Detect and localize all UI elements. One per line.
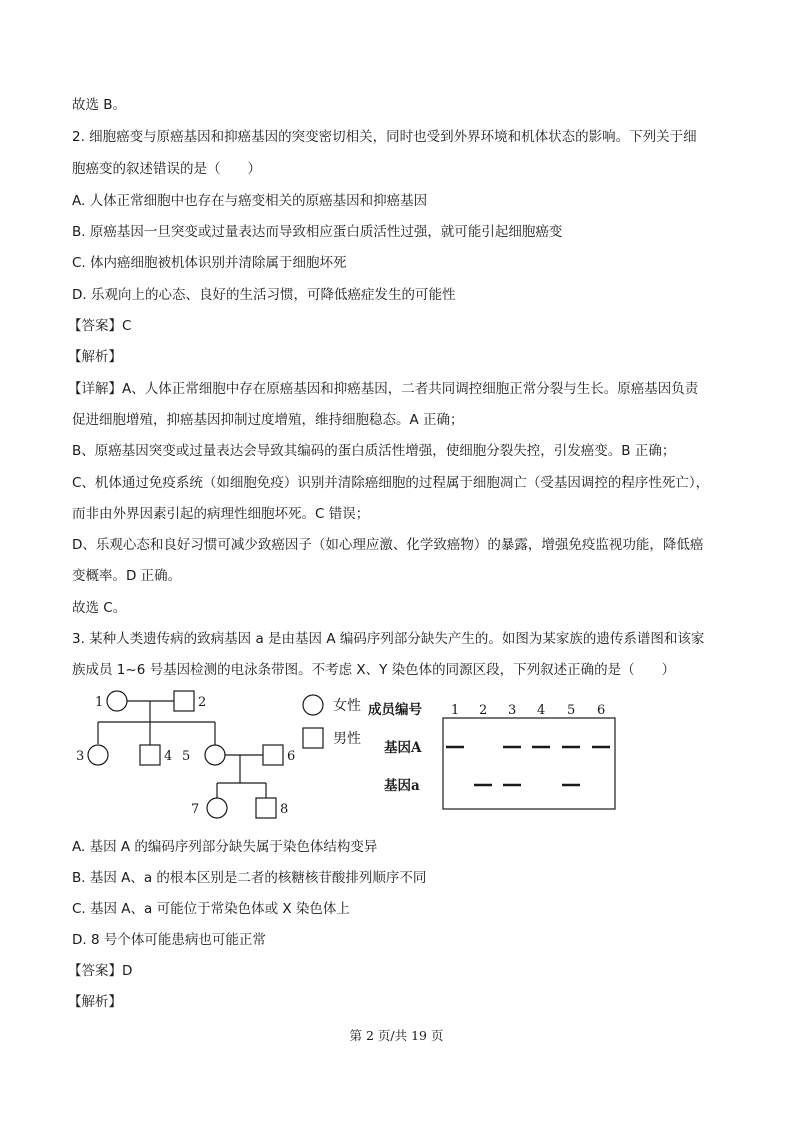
explanation-line: 【详解】A、人体正常细胞中存在原癌基因和抑癌基因，二者共同调控细胞正常分裂与生长。原癌基因负责 bbox=[68, 381, 699, 397]
option-b: B. 基因 A、a 的根本区别是二者的核糖核苷酸排列顺序不同 bbox=[72, 870, 427, 886]
question-3-stem: 3. 某种人类遗传病的致病基因 a 是由基因 A 编码序列部分缺失产生的。如图为某家族的遗传系谱图和该家 bbox=[72, 631, 705, 647]
explanation-line: 而非由外界因素引起的病理性细胞坏死。C 错误； bbox=[72, 506, 370, 522]
member-label-5: 5 bbox=[182, 749, 191, 764]
explanation-line: C、机体通过免疫系统（如细胞免疫）识别并清除癌细胞的过程属于细胞凋亡（受基因调控的程序性死亡）， bbox=[72, 475, 710, 491]
pedigree-male-6 bbox=[263, 745, 283, 765]
gel-header-label: 成员编号 bbox=[368, 702, 422, 718]
figure bbox=[70, 684, 630, 824]
pedigree-male-2 bbox=[174, 691, 194, 711]
member-label-1: 1 bbox=[95, 695, 104, 710]
gel-column-4: 4 bbox=[537, 703, 546, 718]
pedigree-female-1 bbox=[107, 691, 127, 711]
gel-column-5: 5 bbox=[567, 703, 576, 718]
member-label-8: 8 bbox=[280, 802, 289, 817]
member-label-7: 7 bbox=[191, 802, 200, 817]
legend-male-symbol bbox=[303, 728, 323, 748]
answer-label: 【答案】C bbox=[68, 318, 132, 334]
question-3-stem: 族成员 1~6 号基因检测的电泳条带图。不考虑 X、Y 染色体的同源区段，下列叙述正确的是（ ） bbox=[72, 662, 676, 678]
option-a: A. 人体正常细胞中也存在与癌变相关的原癌基因和抑癌基因 bbox=[72, 193, 428, 209]
gel-column-2: 2 bbox=[479, 703, 488, 718]
pedigree-female-5 bbox=[205, 745, 225, 765]
question-2-stem: 胞癌变的叙述错误的是（ ） bbox=[72, 161, 261, 177]
pedigree-female-7 bbox=[207, 798, 227, 818]
legend-female-symbol bbox=[303, 695, 323, 715]
figure-svg bbox=[70, 684, 630, 824]
gel-box bbox=[443, 718, 615, 809]
member-label-2: 2 bbox=[198, 695, 207, 710]
gel-column-6: 6 bbox=[597, 703, 606, 718]
text-line: 故选 B。 bbox=[72, 97, 127, 113]
option-d: D. 8 号个体可能患病也可能正常 bbox=[72, 932, 266, 948]
explanation-line: 促进细胞增殖，抑癌基因抑制过度增殖，维持细胞稳态。A 正确； bbox=[72, 412, 464, 428]
legend-female-label: 女性 bbox=[333, 698, 361, 714]
analysis-label: 【解析】 bbox=[68, 349, 122, 365]
pedigree-male-8 bbox=[256, 798, 276, 818]
analysis-label: 【解析】 bbox=[68, 994, 122, 1010]
explanation-line: 变概率。D 正确。 bbox=[72, 568, 182, 584]
text-line: 故选 C。 bbox=[72, 600, 127, 616]
option-a: A. 基因 A 的编码序列部分缺失属于染色体结构变异 bbox=[72, 839, 378, 855]
explanation-line: B、原癌基因突变或过量表达会导致其编码的蛋白质活性增强，使细胞分裂失控，引发癌变。B 正确； bbox=[72, 443, 676, 459]
gel-row-label-A: 基因A bbox=[384, 740, 422, 756]
member-label-4: 4 bbox=[164, 749, 173, 764]
legend-male-label: 男性 bbox=[333, 731, 361, 747]
question-2-stem: 2. 细胞癌变与原癌基因和抑癌基因的突变密切相关，同时也受到外界环境和机体状态的影响。下列关于细 bbox=[72, 129, 697, 145]
gel-column-1: 1 bbox=[451, 703, 460, 718]
member-label-3: 3 bbox=[76, 749, 85, 764]
option-c: C. 体内癌细胞被机体识别并清除属于细胞坏死 bbox=[72, 255, 347, 271]
explanation-line: D、乐观心态和良好习惯可减少致癌因子（如心理应激、化学致癌物）的暴露，增强免疫监视功能，降低癌 bbox=[72, 537, 704, 553]
page-footer: 第 2 页/共 19 页 bbox=[349, 1028, 444, 1043]
gel-column-3: 3 bbox=[508, 703, 517, 718]
pedigree-male-4 bbox=[140, 745, 160, 765]
option-b: B. 原癌基因一旦突变或过量表达而导致相应蛋白质活性过强，就可能引起细胞癌变 bbox=[72, 224, 563, 240]
member-label-6: 6 bbox=[287, 749, 296, 764]
gel-row-label-a: 基因a bbox=[384, 778, 420, 794]
option-c: C. 基因 A、a 可能位于常染色体或 X 染色体上 bbox=[72, 901, 350, 917]
pedigree-female-3 bbox=[88, 745, 108, 765]
answer-label: 【答案】D bbox=[68, 963, 133, 979]
option-d: D. 乐观向上的心态、良好的生活习惯，可降低癌症发生的可能性 bbox=[72, 287, 456, 303]
